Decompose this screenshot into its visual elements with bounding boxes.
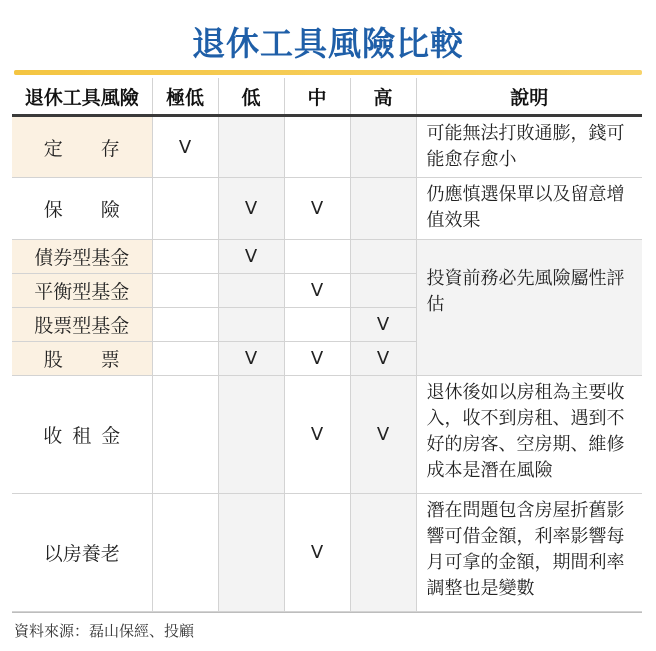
tool-name: 股 票 xyxy=(12,342,152,376)
level-very-low xyxy=(152,494,218,612)
source-note: 資料來源：磊山保經、投顧 xyxy=(14,622,195,640)
header-medium: 中 xyxy=(284,78,350,116)
level-very-low xyxy=(152,376,218,494)
level-low xyxy=(218,116,284,178)
level-very-low xyxy=(152,308,218,342)
header-description: 說明 xyxy=(416,78,642,116)
title-underline xyxy=(14,70,642,75)
level-low: V xyxy=(218,342,284,376)
level-high xyxy=(350,240,416,274)
level-low: V xyxy=(218,240,284,274)
tool-name: 收租金 xyxy=(12,376,152,494)
level-low: V xyxy=(218,178,284,240)
level-medium: V xyxy=(284,274,350,308)
level-medium xyxy=(284,116,350,178)
level-very-low xyxy=(152,274,218,308)
header-very-low: 極低 xyxy=(152,78,218,116)
level-very-low xyxy=(152,342,218,376)
level-high xyxy=(350,494,416,612)
tool-name: 債券型基金 xyxy=(12,240,152,274)
tool-name: 以房養老 xyxy=(12,494,152,612)
level-medium xyxy=(284,240,350,274)
level-medium: V xyxy=(284,342,350,376)
level-very-low xyxy=(152,240,218,274)
level-high xyxy=(350,274,416,308)
description: 退休後如以房租為主要收入，收不到房租、遇到不好的房客、空房期、維修成本是潛在風險 xyxy=(416,376,642,494)
level-high: V xyxy=(350,342,416,376)
table-row xyxy=(12,116,642,178)
header-low: 低 xyxy=(218,78,284,116)
tool-name: 定 存 xyxy=(12,116,152,178)
table-row xyxy=(12,494,642,612)
level-very-low: V xyxy=(152,116,218,178)
tool-name: 保 險 xyxy=(12,178,152,240)
fund-group-description: 投資前務必先風險屬性評估 xyxy=(416,240,642,376)
table-row xyxy=(12,240,642,274)
risk-comparison-table xyxy=(12,78,642,612)
table-row xyxy=(12,376,642,494)
level-low xyxy=(218,376,284,494)
level-low xyxy=(218,494,284,612)
tool-name: 股票型基金 xyxy=(12,308,152,342)
table-row xyxy=(12,178,642,240)
level-very-low xyxy=(152,178,218,240)
level-medium xyxy=(284,308,350,342)
level-medium: V xyxy=(284,494,350,612)
page-title: 退休工具風險比較 xyxy=(192,24,464,63)
level-high xyxy=(350,116,416,178)
table-bottom-rule xyxy=(12,612,642,613)
level-low xyxy=(218,274,284,308)
header-high: 高 xyxy=(350,78,416,116)
level-high xyxy=(350,178,416,240)
level-medium: V xyxy=(284,376,350,494)
description: 可能無法打敗通膨，錢可能愈存愈小 xyxy=(416,116,642,178)
level-high: V xyxy=(350,308,416,342)
tool-name: 平衡型基金 xyxy=(12,274,152,308)
header-tool: 退休工具風險 xyxy=(12,78,152,116)
level-high: V xyxy=(350,376,416,494)
description: 潛在問題包含房屋折舊影響可借金額，利率影響每月可拿的金額，期間利率調整也是變數 xyxy=(416,494,642,612)
level-low xyxy=(218,308,284,342)
description: 仍應慎選保單以及留意增值效果 xyxy=(416,178,642,240)
level-medium: V xyxy=(284,178,350,240)
table-header-row xyxy=(12,78,642,116)
